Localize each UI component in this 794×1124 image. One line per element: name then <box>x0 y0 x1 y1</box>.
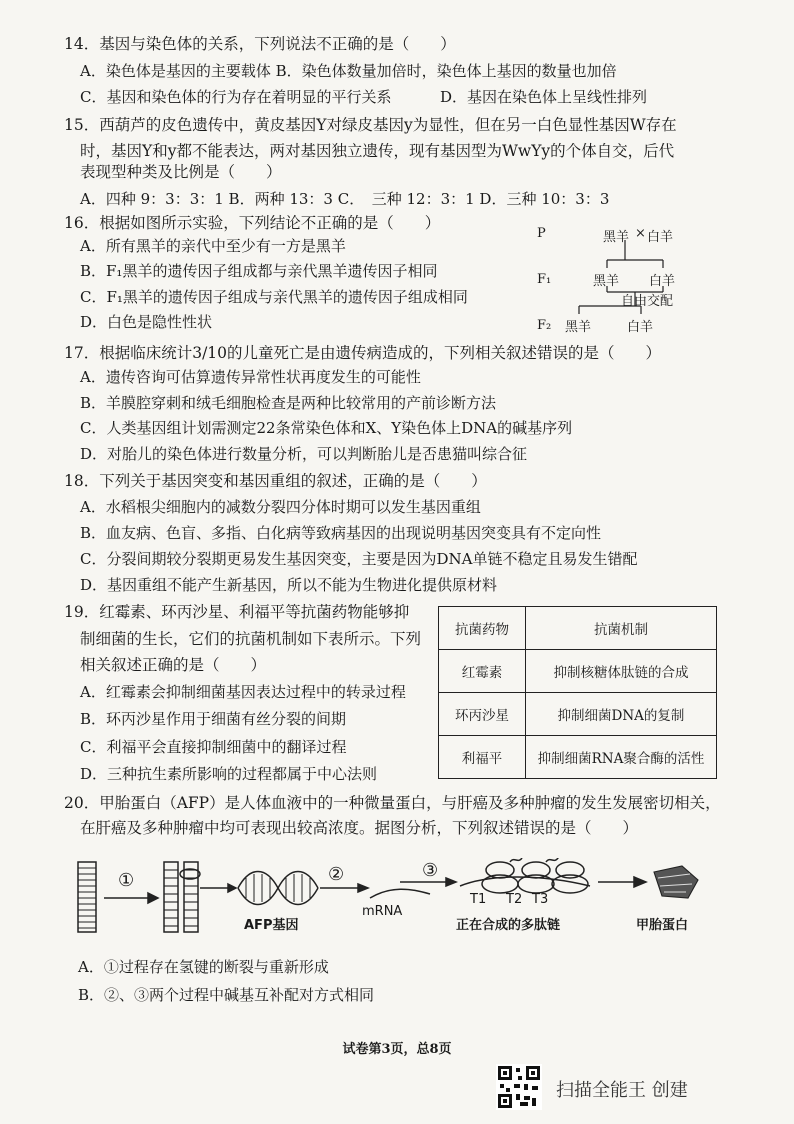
q14-stem: 14．基因与染色体的关系，下列说法不正确的是（ ） <box>64 35 456 53</box>
table-cell: 利福平 <box>439 736 526 779</box>
generation-p-label: P <box>537 226 546 241</box>
table-cell: 抑制细菌RNA聚合酶的活性 <box>526 736 717 779</box>
free-mating-label: 自由交配 <box>621 294 674 309</box>
table-header-cell: 抗菌药物 <box>439 607 526 650</box>
q16-cross-diagram <box>537 226 727 336</box>
q16-stem: 16．根据如图所示实验，下列结论不正确的是（ ） <box>64 214 441 232</box>
q14-option-c: C．基因和染色体的行为存在着明显的平行关系 <box>80 88 392 106</box>
table-row <box>439 650 717 693</box>
q16-option-b: B．F₁黑羊的遗传因子组成都与亲代黑羊遗传因子相同 <box>80 262 438 280</box>
table-row <box>439 736 717 779</box>
f2-black-sheep: 黑羊 <box>565 320 592 335</box>
ribosome-t3-label: T3 <box>532 892 549 907</box>
f1-black-sheep: 黑羊 <box>593 274 620 289</box>
qr-code-icon <box>496 1064 542 1110</box>
table-row <box>439 693 717 736</box>
q15-stem-3: 表现型种类及比例是（ ） <box>80 163 282 181</box>
polypeptide-label: 正在合成的多肽链 <box>456 918 561 933</box>
table-cell: 红霉素 <box>439 650 526 693</box>
q19-stem-1: 19．红霉素、环丙沙星、利福平等抗菌药物能够抑 <box>64 603 410 621</box>
step-2-label: ② <box>328 864 345 885</box>
q19-stem-3: 相关叙述正确的是（ ） <box>80 656 267 674</box>
q20-stem-1: 20．甲胎蛋白（AFP）是人体血液中的一种微量蛋白，与肝癌及多种肿瘤的发生发展密切相关， <box>64 794 721 812</box>
q14-options-ab: A．染色体是基因的主要载体 B．染色体数量加倍时，染色体上基因的数量也加倍 <box>80 62 617 80</box>
q19-option-c: C．利福平会直接抑制细菌中的翻译过程 <box>80 738 347 756</box>
q15-stem-1: 15．西葫芦的皮色遗传中，黄皮基因Y对绿皮基因y为显性，但在另一白色显性基因W存在 <box>64 116 677 134</box>
q16-option-a: A．所有黑羊的亲代中至少有一方是黑羊 <box>80 237 346 255</box>
afp-gene-label: AFP基因 <box>244 918 299 933</box>
step-1-label: ① <box>118 870 135 891</box>
p-black-sheep: 黑羊 <box>603 230 630 245</box>
q20-option-b: B．②、③两个过程中碱基互补配对方式相同 <box>78 986 375 1004</box>
table-cell: 抑制细菌DNA的复制 <box>526 693 717 736</box>
table-cell: 抑制核糖体肽链的合成 <box>526 650 717 693</box>
q16-option-d: D．白色是隐性性状 <box>80 313 213 331</box>
p-white-sheep: 白羊 <box>647 230 674 245</box>
q17-option-b: B．羊膜腔穿刺和绒毛细胞检查是两种比较常用的产前诊断方法 <box>80 394 497 412</box>
q15-options: A．四种 9：3：3：1 B．两种 13：3 C． 三种 12：3：1 D．三种 10：3：3 <box>80 190 610 208</box>
q18-stem: 18．下列关于基因突变和基因重组的叙述，正确的是（ ） <box>64 472 487 490</box>
q16-option-c: C．F₁黑羊的遗传因子组成与亲代黑羊的遗传因子组成相同 <box>80 288 468 306</box>
ribosome-t1-label: T1 <box>470 892 487 907</box>
afp-protein-label: 甲胎蛋白 <box>636 918 689 933</box>
q18-option-d: D．基因重组不能产生新基因，所以不能为生物进化提供原材料 <box>80 576 498 594</box>
generation-f2-label: F₂ <box>537 318 552 333</box>
q18-option-b: B．血友病、色盲、多指、白化病等致病基因的出现说明基因突变具有不定向性 <box>80 524 602 542</box>
q17-option-d: D．对胎儿的染色体进行数量分析，可以判断胎儿是否患猫叫综合征 <box>80 445 528 463</box>
q20-stem-2: 在肝癌及多种肿瘤中均可表现出较高浓度。据图分析，下列叙述错误的是（ ） <box>80 819 639 837</box>
q18-option-c: C．分裂间期较分裂期更易发生基因突变，主要是因为DNA单链不稳定且易发生错配 <box>80 550 638 568</box>
q17-stem: 17．根据临床统计3/10的儿童死亡是由遗传病造成的，下列相关叙述错误的是（ ） <box>64 344 662 362</box>
f2-white-sheep: 白羊 <box>627 320 654 335</box>
table-cell: 环丙沙星 <box>439 693 526 736</box>
table-header-cell: 抗菌机制 <box>526 607 717 650</box>
q17-option-c: C．人类基因组计划需测定22条常染色体和X、Y染色体上DNA的碱基序列 <box>80 419 573 437</box>
q15-stem-2: 时，基因Y和y都不能表达，两对基因独立遗传，现有基因型为WwYy的个体自交，后代 <box>80 142 675 160</box>
antibiotic-mechanism-table <box>438 606 717 779</box>
cross-symbol: × <box>635 226 646 241</box>
q19-option-d: D．三种抗生素所影响的过程都属于中心法则 <box>80 765 378 783</box>
q19-stem-2: 制细菌的生长，它们的抗菌机制如下表所示。下列 <box>80 630 422 648</box>
q19-option-a: A．红霉素会抑制细菌基因表达过程中的转录过程 <box>80 683 406 701</box>
q19-option-b: B．环丙沙星作用于细菌有丝分裂的间期 <box>80 710 347 728</box>
generation-f1-label: F₁ <box>537 272 552 287</box>
q18-option-a: A．水稻根尖细胞内的减数分裂四分体时期可以发生基因重组 <box>80 498 481 516</box>
page-footer: 试卷第3页，总8页 <box>342 1042 452 1057</box>
q17-option-a: A．遗传咨询可估算遗传异常性状再度发生的可能性 <box>80 368 421 386</box>
mrna-label: mRNA <box>362 904 403 919</box>
q20-option-a: A．①过程存在氢键的断裂与重新形成 <box>78 958 329 976</box>
step-3-label: ③ <box>422 860 439 881</box>
f1-white-sheep: 白羊 <box>649 274 676 289</box>
scanner-watermark: 扫描全能王 创建 <box>556 1080 688 1101</box>
q14-option-d: D．基因在染色体上呈线性排列 <box>440 88 648 106</box>
ribosome-t2-label: T2 <box>506 892 523 907</box>
table-header-row <box>439 607 717 650</box>
afp-expression-figure <box>70 858 730 946</box>
afp-expression-drawing <box>70 858 730 946</box>
